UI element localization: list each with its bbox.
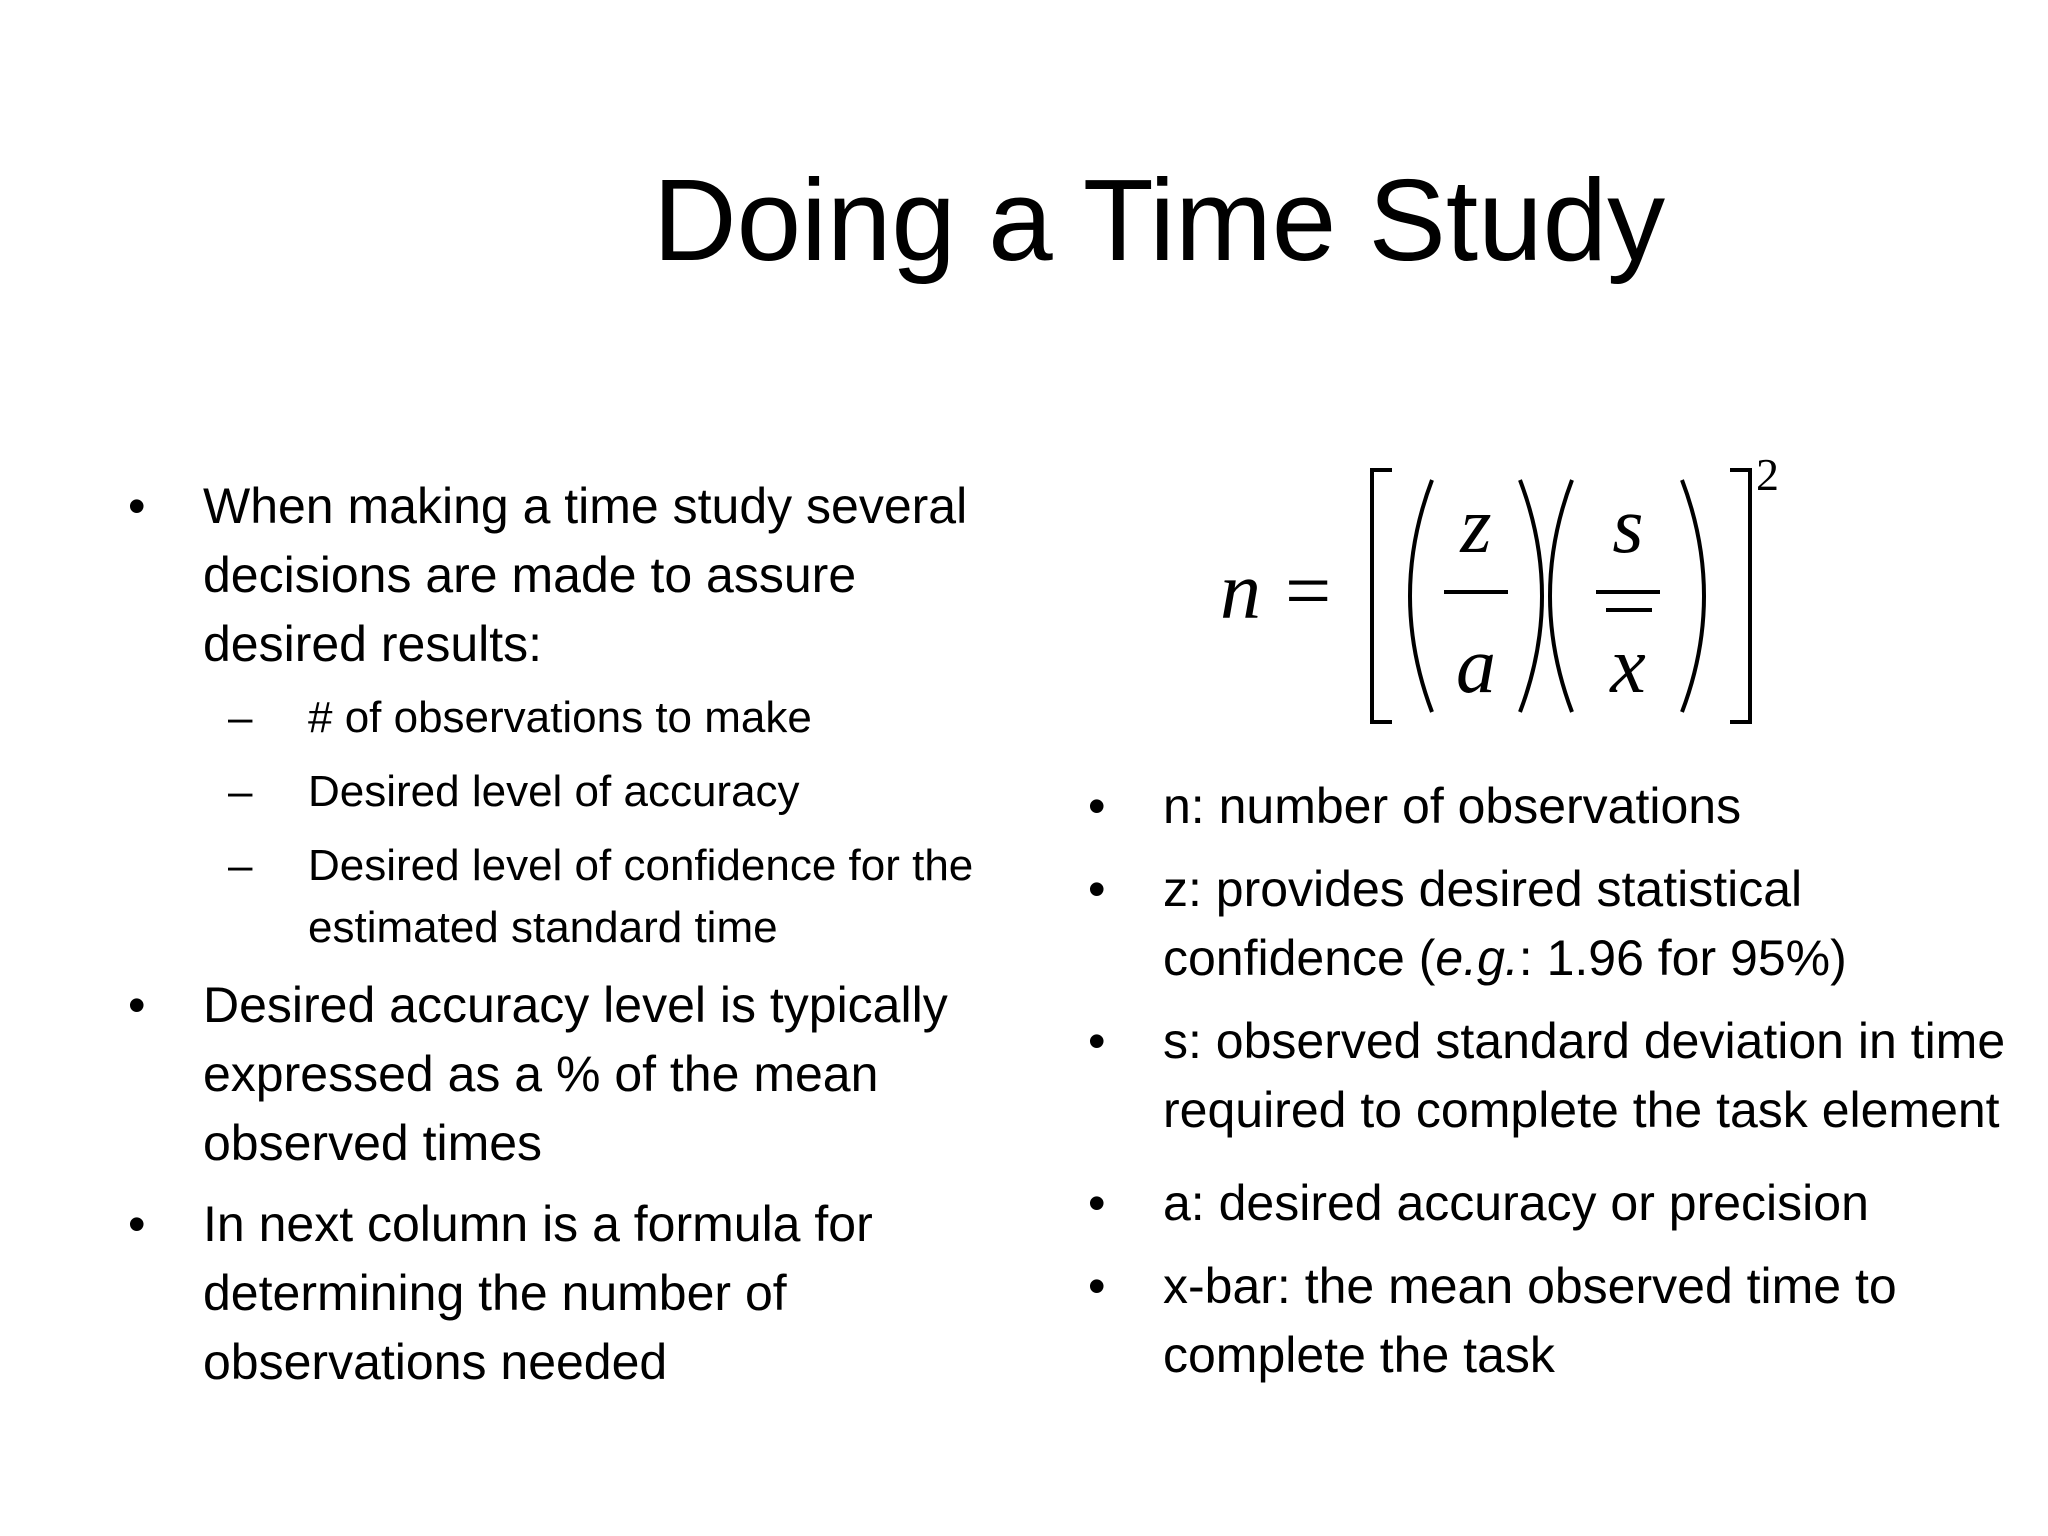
- bullet-item: [1088, 1169, 2018, 1238]
- formula-equals: =: [1285, 545, 1332, 636]
- sub-bullet-text: – # of observations to make: [308, 693, 812, 742]
- sub-bullet-item: [128, 761, 1028, 823]
- sub-bullet-text: – Desired level of accuracy: [308, 767, 800, 816]
- formula-exponent: 2: [1756, 449, 1779, 500]
- left-paren-1: [1410, 480, 1432, 712]
- fraction-1-numerator: z: [1460, 482, 1492, 570]
- bullet-text: n: number of observations: [1163, 778, 1742, 834]
- bullet-item: [1088, 772, 2018, 841]
- bullet-text: a: desired accuracy or precision: [1163, 1175, 1869, 1231]
- right-paren-2: [1682, 480, 1704, 712]
- slide-title: Doing a Time Study: [652, 155, 1666, 285]
- bullet-text: Desired accuracy level is typically expressed as a % of the mean observed times: [203, 977, 948, 1171]
- bullet-text: When making a time study several decisions are made to assure desired results:: [203, 478, 968, 672]
- fraction-2-denominator: x: [1610, 622, 1646, 710]
- bullet-item: [1088, 1252, 2018, 1390]
- bullet-item: [128, 971, 1028, 1178]
- sample-size-formula: [1200, 440, 1820, 740]
- fraction-2-numerator: s: [1612, 482, 1644, 570]
- sub-bullet-list: [203, 687, 1028, 959]
- left-square-bracket: [1372, 470, 1392, 722]
- bullet-text: s: observed standard deviation in time required to complete the task element: [1163, 1013, 2006, 1138]
- bullet-text-emphasis: e.g.: [1435, 930, 1519, 986]
- right-square-bracket: [1730, 470, 1750, 722]
- right-paren-1: [1520, 480, 1542, 712]
- bullet-text-post: : 1.96 for 95%): [1518, 930, 1847, 986]
- bullet-item: [128, 1190, 1028, 1397]
- bullet-text: In next column is a formula for determining the number of observations needed: [203, 1196, 873, 1390]
- sub-bullet-text: – Desired level of confidence for the estimated standard time: [308, 841, 974, 952]
- left-paren-2: [1550, 480, 1572, 712]
- bullet-text: x-bar: the mean observed time to complete the task: [1163, 1258, 1897, 1383]
- sub-bullet-item: [128, 835, 1028, 959]
- right-bullet-list: [1088, 772, 2018, 1404]
- bullet-item: [1088, 1007, 2018, 1145]
- bullet-text-pre: z: provides desired statistical confidence (: [1163, 861, 1803, 986]
- fraction-1-denominator: a: [1456, 622, 1496, 710]
- bullet-item: [1088, 855, 2018, 993]
- left-bullet-list: [128, 472, 1028, 1409]
- formula-lhs: n: [1220, 545, 1261, 636]
- bullet-item: [128, 472, 1028, 959]
- sub-bullet-item: [128, 687, 1028, 749]
